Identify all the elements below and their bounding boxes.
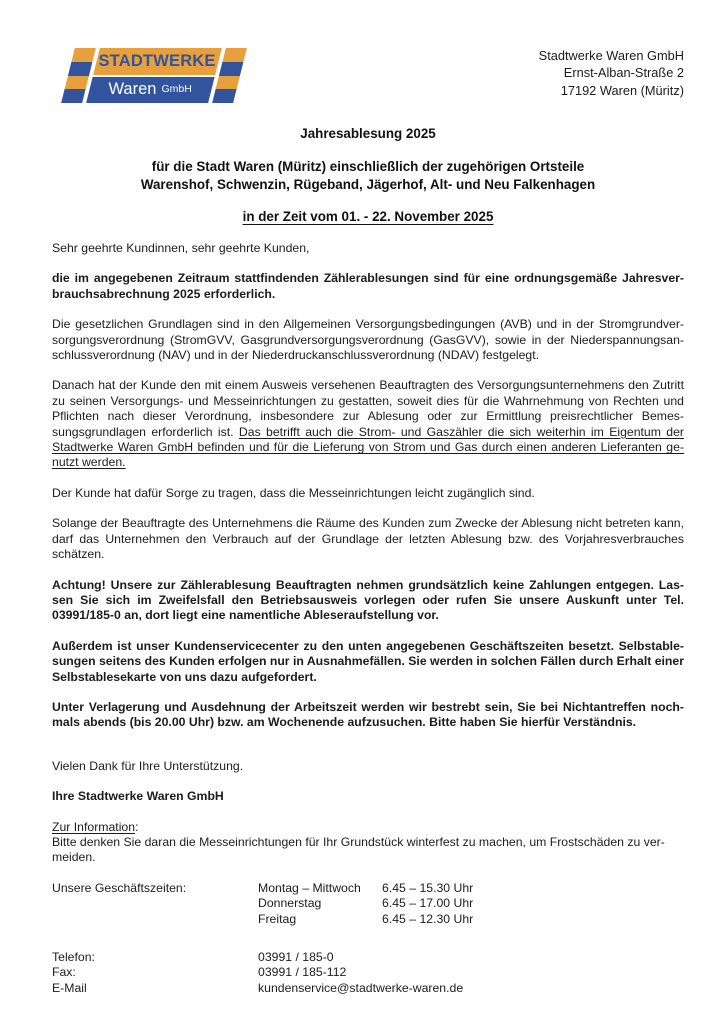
paragraph-warning-payments: Achtung! Unsere zur Zählerablesung Beauftragten nehmen grundsätzlich keine Zahlungen entgegen. Lassen Sie sich im Zweifelsfall den Betriebsausweis vorlegen oder rufen Sie unsere Auskunft unter Tel. 03991/185-0 an, dort liegt eine namentliche Ableseraufstellung vor.: [52, 577, 684, 623]
sender-address-line: Stadtwerke Waren GmbH: [538, 48, 684, 63]
subtitle-line-2: Warenshof, Schwenzin, Rügeband, Jägerhof, Alt- und Neu Falkenhagen: [140, 177, 596, 192]
hours-label-spacer: [52, 912, 258, 928]
letter-body: [52, 241, 684, 996]
logo-gmbh-text: GmbH: [161, 83, 193, 96]
contact-value-telefon: 03991 / 185-0: [258, 949, 334, 964]
paragraph-estimation: Solange der Beauftragte des Unternehmens die Räume des Kunden zum Zwecke der Ablesung nicht betreten kann, darf das Unternehmen den Verbrauch auf der Grundlage der letzten Ablesung bzw. des Vorjahresverbrauches schätzen.: [52, 516, 684, 562]
sender-address-line: Ernst-Alban-Straße 2: [563, 65, 684, 81]
info-block: [52, 820, 684, 866]
contact-value-fax: 03991 / 185-112: [258, 965, 347, 980]
info-colon: :: [135, 819, 139, 834]
sender-address: [539, 47, 684, 99]
stripe: [212, 89, 236, 103]
logo-waren-text: Waren: [108, 80, 157, 99]
stripe: [219, 62, 243, 76]
hours-day: Montag – Mittwoch: [258, 880, 361, 895]
info-label: Zur Information: [52, 819, 136, 834]
paragraph-access-rights: [52, 378, 684, 470]
hours-time: 6.45 – 15.30 Uhr: [382, 880, 474, 895]
contact-label-fax: Fax:: [52, 965, 76, 980]
subtitle-line-1: für die Stadt Waren (Müritz) einschließlich der zugehörigen Ortsteile: [151, 159, 585, 175]
document-title: Jahresablesung 2025: [300, 126, 436, 141]
logo-main: [86, 48, 222, 103]
hours-day: Donnerstag: [258, 896, 322, 911]
logo-wordmark: STADTWERKE: [98, 51, 217, 70]
contact-value-email: kundenservice@stadtwerke-waren.de: [258, 980, 464, 995]
stripe: [68, 62, 92, 76]
info-text: Bitte denken Sie daran die Messeinrichtungen für Ihr Grundstück winterfest zu machen, um Frostschäden zu vermeiden.: [52, 834, 665, 865]
contact-table: [52, 950, 684, 997]
hours-time: 6.45 – 12.30 Uhr: [382, 911, 474, 926]
stadtwerke-logo: [61, 48, 247, 103]
signature-line: Ihre Stadtwerke Waren GmbH: [52, 789, 224, 804]
access-rights-underlined: Das betrifft auch die Strom- und Gaszähler die sich weiterhin im Eigentum der Stadtwerke Waren GmbH befinden und für die Lieferung von Strom und Gas durch einen anderen Lieferanten genutzt werden.: [52, 424, 684, 470]
hours-time: 6.45 – 17.00 Uhr: [382, 896, 474, 911]
letterhead: [52, 45, 684, 109]
document-subtitle: [52, 158, 684, 193]
hours-label-spacer: [52, 896, 258, 912]
paragraph-accessibility: Der Kunde hat dafür Sorge zu tragen, dass die Messeinrichtungen leicht zugänglich sind.: [52, 485, 535, 500]
contact-label-email: E-Mail: [52, 980, 87, 995]
paragraph-intro-bold: die im angegebenen Zeitraum stattfindenden Zählerablesungen sind für eine ordnungsgemäße Jahresverbrauchsabrechnung 2025 erforderlich.: [52, 271, 684, 301]
paragraph-legal-basis: Die gesetzlichen Grundlagen sind in den Allgemeinen Versorgungsbedingungen (AVB) und in der Stromgrundversorgungsverordnung (StromGVV, Gasgrundversorgungsverordnung (GasGVV), sowie in der Niederspannungsanschlussverordnung (NAV) und in der Niederdruckanschlussverordnung (NDAV) festgelegt.: [52, 317, 684, 363]
salutation: Sehr geehrte Kundinnen, sehr geehrte Kunden,: [52, 241, 310, 255]
access-rights-text: Danach hat der Kunde den mit einem Ausweis versehenen Beauftragten des Versorgungsunternehmens den Zutritt zu seinen Versorgungs- und Messeinrichtungen zu gestatten, soweit dies für die Wahrnehmung von Rechten und Pflichten nach dieser Verordnung, insbesondere zur Ablesung oder zur Ermittlung preisrechtlicher Bemessungsgrundlagen erforderlich ist.: [52, 378, 684, 439]
thanks-line: Vielen Dank für Ihre Unterstützung.: [52, 758, 244, 773]
logo-band-top: [93, 48, 222, 75]
stripe: [61, 89, 85, 103]
stripe: [65, 76, 89, 90]
logo-band-bottom: [86, 77, 215, 104]
hours-label: Unsere Geschäftszeiten:: [52, 880, 187, 895]
hours-day: Freitag: [258, 911, 297, 926]
business-hours-table: [52, 881, 684, 928]
paragraph-service-center: Außerdem ist unser Kundenservicecenter zu den unten angegebenen Geschäftszeiten besetzt. Selbstablesungen seitens des Kunden erfolgen nur in Ausnahmefällen. Sie werden in solchen Fällen durch Erhalt einer Selbstablesekarte von uns dazu aufgefordert.: [52, 638, 684, 684]
stripe: [222, 48, 246, 62]
sender-address-line: 17192 Waren (Müritz): [560, 82, 684, 98]
contact-label-telefon: Telefon:: [52, 949, 95, 964]
paragraph-extended-hours: Unter Verlagerung und Ausdehnung der Arbeitszeit werden wir bestrebt sein, Sie bei Nichtantreffen nochmals abends (bis 20.00 Uhr) bzw. am Wochenende aufzusuchen. Bitte haben Sie hierfür Verständnis.: [52, 699, 684, 730]
reading-period: in der Zeit vom 01. - 22. November 2025: [242, 208, 494, 224]
stripe: [71, 48, 95, 62]
stripe: [216, 76, 240, 90]
